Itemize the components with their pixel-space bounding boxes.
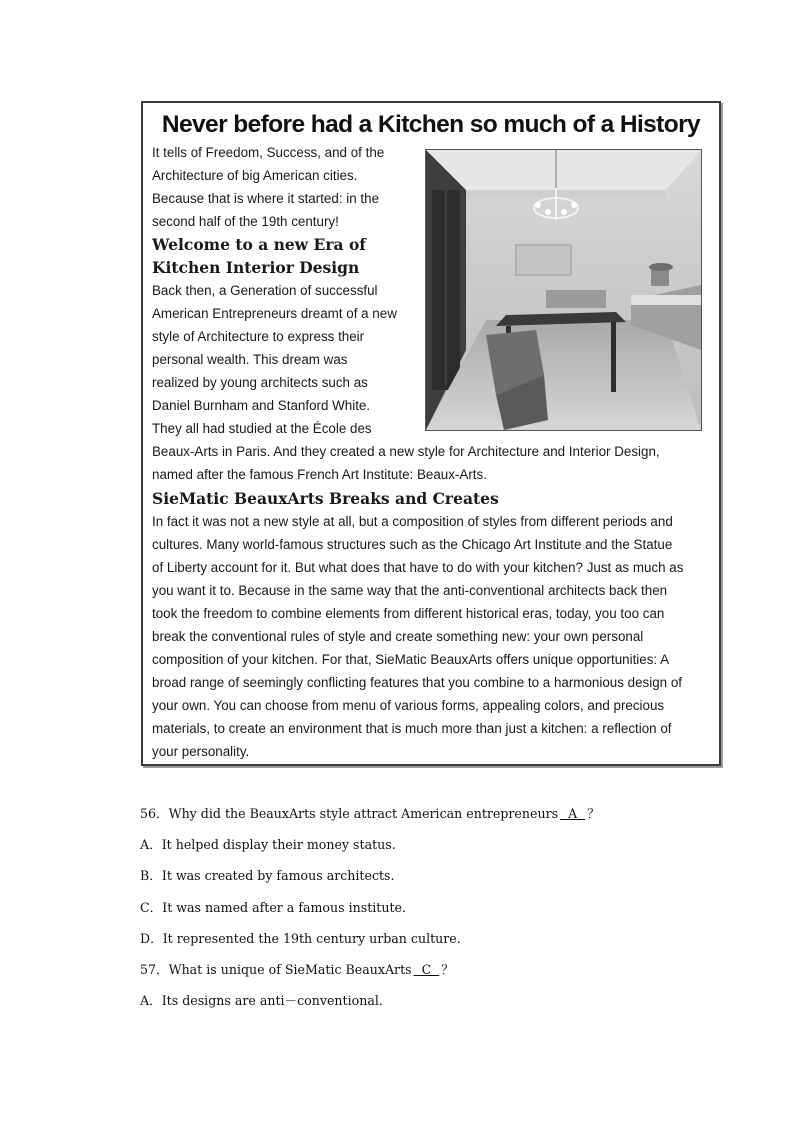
- paragraph-line: named after the famous French Art Institute: Beaux-Arts.: [152, 467, 487, 482]
- option: D．It represented the 19th century urban culture.: [140, 930, 461, 946]
- paragraph-line: composition of your kitchen. For that, SieMatic BeauxArts offers unique opportunities: A: [152, 652, 670, 667]
- advertisement-box: [141, 101, 721, 766]
- intro-line: Because that is where it started: in the: [152, 191, 380, 206]
- section-heading-2: SieMatic BeauxArts Breaks and Creates: [152, 489, 499, 508]
- paragraph-line: In fact it was not a new style at all, but a composition of styles from different periods and: [152, 514, 673, 529]
- section-heading-1: Kitchen Interior Design: [152, 258, 360, 277]
- option: A．Its designs are anti－conventional．: [140, 993, 392, 1009]
- option: C．It was named after a famous institute．: [140, 899, 415, 915]
- paragraph-line: materials, to create an environment that is much more than just a kitchen: a reflection of: [152, 721, 672, 736]
- question-57: [140, 959, 600, 990]
- answer-blank: C: [413, 961, 440, 977]
- question-text: 57．What is unique of SieMatic BeauxArts: [140, 961, 412, 977]
- paragraph-line: Daniel Burnham and Stanford White.: [152, 398, 371, 413]
- intro-line: Architecture of big American cities.: [152, 168, 358, 183]
- paragraph-line: Back then, a Generation of successful: [152, 283, 378, 298]
- question-suffix: ？: [441, 961, 454, 977]
- paragraph-line: They all had studied at the École des: [152, 421, 372, 436]
- kitchen-photo: [425, 149, 702, 431]
- section-heading-1: Welcome to a new Era of: [152, 235, 366, 254]
- paragraph-line: realized by young architects such as: [152, 375, 368, 390]
- question-56: [140, 803, 600, 834]
- paragraph-line: personal wealth. This dream was: [152, 352, 348, 367]
- intro-line: second half of the 19th century!: [152, 214, 339, 229]
- paragraph-line: your own. You can choose from menu of various forms, appealing colors, and precious: [152, 698, 665, 713]
- paragraph-line: you want it to. Because in the same way that the anti-conventional architects back then: [152, 583, 668, 598]
- option: B．It was created by famous architects.: [140, 868, 395, 884]
- intro-line: It tells of Freedom, Success, and of the: [152, 145, 385, 160]
- paragraph-line: American Entrepreneurs dreamt of a new: [152, 306, 397, 321]
- ad-section-2: [152, 487, 683, 763]
- paragraph-line: of Liberty account for it. But what does that have to do with your kitchen? Just as much as: [152, 560, 684, 575]
- paragraph-line: break the conventional rules of style and create something new: your own personal: [152, 629, 644, 644]
- paragraph-line: Beaux-Arts in Paris. And they created a new style for Architecture and Interior Design,: [152, 444, 660, 459]
- answer-blank: A: [560, 806, 586, 821]
- question-text: 56．Why did the BeauxArts style attract American entrepreneurs: [140, 806, 559, 821]
- question-suffix: ？: [587, 806, 600, 821]
- paragraph-line: your personality.: [152, 744, 250, 759]
- ad-title: Never before had a Kitchen so much of a History: [161, 111, 701, 138]
- option: A．It helped display their money status.: [140, 837, 396, 853]
- paragraph-line: took the freedom to combine elements from different historical eras, today, you too can: [152, 606, 665, 621]
- paragraph-line: cultures. Many world-famous structures such as the Chicago Art Institute and the Statue: [152, 537, 673, 552]
- paragraph-line: broad range of seemingly conflicting features that you combine to a harmonious design of: [152, 675, 682, 690]
- paragraph-line: style of Architecture to express their: [152, 329, 365, 344]
- question-list: [140, 803, 600, 1021]
- ad-left-column: [152, 141, 397, 440]
- ad-full-width-text: [152, 440, 660, 486]
